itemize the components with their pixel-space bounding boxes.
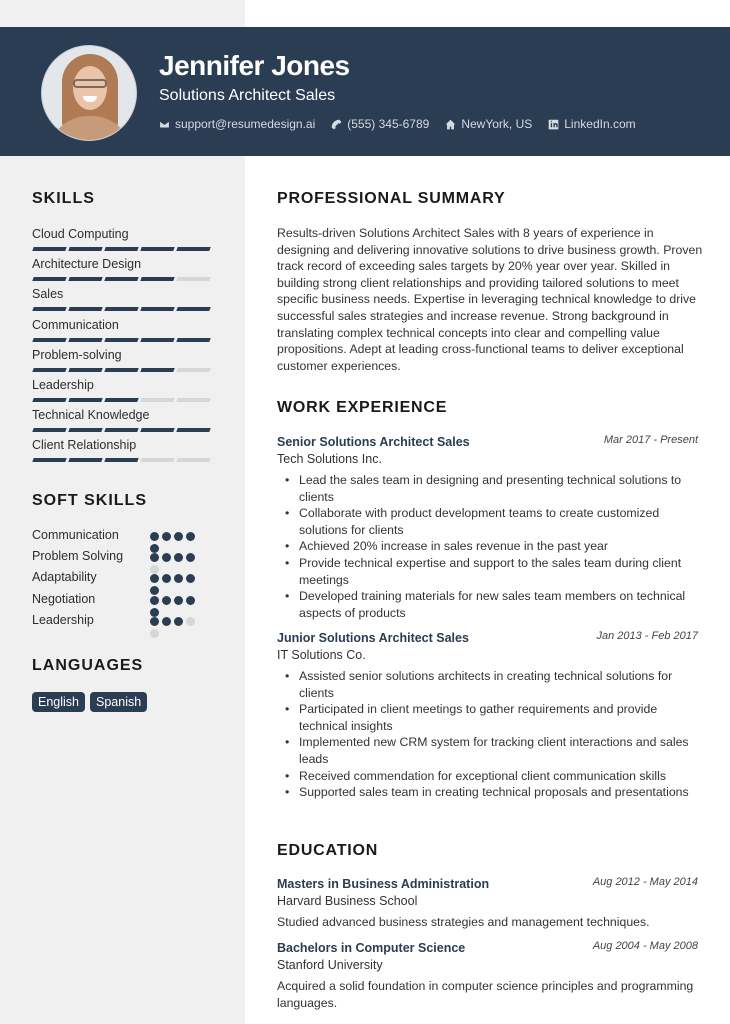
skill-label: Sales: [32, 287, 64, 302]
skill-bar-segment: [68, 307, 102, 311]
school-name: Stanford University: [277, 958, 383, 972]
degree-title: Bachelors in Computer Science: [277, 941, 466, 955]
soft-skill-item: [32, 528, 207, 549]
skill-bar-segment: [68, 398, 102, 402]
soft-skill-item: [32, 570, 207, 591]
rating-dot: [162, 617, 171, 626]
contact-location: [445, 117, 532, 131]
skill-level-bar: [33, 398, 217, 402]
skill-bar-segment: [68, 368, 102, 372]
bullet-item: • Supported sales team in creating technical proposals and presentations: [299, 784, 709, 801]
skill-bar-segment: [68, 247, 102, 251]
education-heading: EDUCATION: [277, 842, 379, 859]
soft-skill-item: [32, 592, 207, 613]
education-date: Aug 2004 - May 2008: [592, 940, 698, 952]
rating-dot: [174, 617, 183, 626]
rating-dot: [150, 596, 159, 605]
experience-heading: WORK EXPERIENCE: [277, 399, 448, 416]
skill-bar-segment: [32, 458, 66, 462]
skill-bar-segment: [104, 398, 138, 402]
rating-dot: [174, 596, 183, 605]
soft-skill-label: Leadership: [32, 612, 94, 627]
skill-level-bar: [33, 277, 217, 281]
bullet-item: • Received commendation for exceptional client communication skills: [299, 768, 709, 785]
skill-item: [32, 347, 217, 372]
bullet-item: • Provide technical expertise and support to the sales team during client meetings: [299, 555, 709, 588]
skill-label: Cloud Computing: [32, 227, 129, 241]
linkedin-icon: [548, 119, 559, 130]
contact-phone[interactable]: [331, 117, 429, 131]
bullet-item: • Assisted senior solutions architects in creating technical solutions for clients: [299, 668, 709, 701]
skill-bar-segment: [140, 338, 174, 342]
skill-item: [32, 286, 217, 311]
home-icon: [445, 119, 456, 130]
skill-bar-segment: [104, 368, 138, 372]
languages-heading: LANGUAGES: [32, 657, 144, 674]
rating-dot: [150, 532, 159, 541]
rating-dot: [162, 596, 171, 605]
job-title: Senior Solutions Architect Sales: [277, 435, 470, 449]
skill-bar-segment: [140, 368, 174, 372]
skill-bar-segment: [140, 428, 174, 432]
bullet-item: • Achieved 20% increase in sales revenue in the past year: [299, 538, 709, 555]
soft-skill-item: [32, 549, 207, 570]
skill-bar-segment: [140, 398, 174, 402]
skill-bar-segment: [68, 277, 102, 281]
skill-item: [32, 407, 217, 432]
bullet-item: • Participated in client meetings to gather requirements and provide technical insights: [299, 701, 709, 734]
rating-dot: [162, 532, 171, 541]
skill-level-bar: [33, 428, 217, 432]
rating-dot: [186, 596, 195, 605]
envelope-icon: [159, 119, 170, 130]
job-bullets: [299, 472, 709, 621]
skill-bar-segment: [32, 428, 66, 432]
skill-bar-segment: [32, 277, 66, 281]
skill-label: Client Relationship: [32, 438, 137, 453]
bullet-item: • Implemented new CRM system for tracking client interactions and sales leads: [299, 734, 709, 767]
rating-dot: [150, 574, 159, 583]
soft-skill-item: [32, 613, 207, 634]
rating-dot: [186, 617, 195, 626]
skill-bar-segment: [176, 338, 210, 342]
skill-bar-segment: [104, 307, 138, 311]
soft-skill-label: Communication: [32, 528, 119, 542]
school-name: Harvard Business School: [277, 894, 418, 908]
skill-item: [32, 226, 217, 251]
rating-dot: [186, 532, 195, 541]
skill-item: [32, 377, 217, 402]
skill-label: Communication: [32, 317, 119, 332]
candidate-title: Solutions Architect Sales: [159, 87, 336, 104]
skill-level-bar: [33, 458, 217, 462]
skill-bar-segment: [32, 338, 66, 342]
job-date: Jan 2013 - Feb 2017: [596, 630, 698, 642]
skill-level-bar: [33, 338, 217, 342]
skill-bar-segment: [68, 458, 102, 462]
job-company: Tech Solutions Inc.: [277, 452, 382, 466]
skill-item: [32, 256, 217, 281]
rating-dot: [174, 553, 183, 562]
soft-skill-label: Adaptability: [32, 570, 97, 585]
skill-bar-segment: [176, 307, 210, 311]
skill-level-bar: [33, 307, 217, 311]
soft-skill-label: Problem Solving: [32, 549, 124, 564]
skill-bar-segment: [104, 277, 138, 281]
skill-level-bar: [33, 368, 217, 372]
rating-dot: [162, 574, 171, 583]
skill-label: Leadership: [32, 378, 94, 392]
contact-linkedin[interactable]: [548, 117, 635, 131]
education-description: Studied advanced business strategies and management techniques.: [277, 915, 650, 929]
skill-bar-segment: [176, 247, 210, 251]
candidate-name: Jennifer Jones: [159, 50, 350, 81]
bullet-item: • Developed training materials for new sales team members on technical aspects of products: [299, 588, 709, 621]
job-bullets: [299, 668, 709, 801]
contact-row: [159, 117, 636, 131]
skill-bar-segment: [140, 277, 174, 281]
skills-heading: SKILLS: [32, 190, 95, 207]
bullet-item: • Collaborate with product development teams to create customized solutions for clients: [299, 505, 709, 538]
job-company: IT Solutions Co.: [277, 648, 366, 662]
skill-bar-segment: [176, 277, 210, 281]
email-text: support@resumedesign.ai: [175, 117, 316, 131]
skill-bar-segment: [140, 247, 174, 251]
rating-dot: [150, 629, 159, 638]
skill-bar-segment: [104, 338, 138, 342]
job-date: Mar 2017 - Present: [603, 434, 698, 446]
skill-bar-segment: [176, 428, 210, 432]
skill-bar-segment: [68, 338, 102, 342]
job-title: Junior Solutions Architect Sales: [277, 631, 469, 645]
skill-level-bar: [33, 247, 217, 251]
rating-dot: [150, 553, 159, 562]
rating-dot: [174, 532, 183, 541]
skill-bar-segment: [176, 458, 210, 462]
location-text: NewYork, US: [461, 117, 533, 131]
skill-label: Architecture Design: [32, 257, 142, 272]
education-date: Aug 2012 - May 2014: [592, 876, 698, 888]
rating-dot: [186, 574, 195, 583]
skill-bar-segment: [104, 247, 138, 251]
rating-dot: [186, 553, 195, 562]
skill-bar-segment: [104, 428, 138, 432]
skill-bar-segment: [140, 307, 174, 311]
phone-text: (555) 345-6789: [347, 117, 430, 131]
skill-bar-segment: [32, 368, 66, 372]
skill-bar-segment: [104, 458, 138, 462]
soft-skill-rating: [150, 617, 200, 638]
skill-bar-segment: [176, 398, 210, 402]
summary-heading: PROFESSIONAL SUMMARY: [277, 190, 506, 207]
soft-skill-label: Negotiation: [32, 591, 96, 606]
education-description: Acquired a solid foundation in computer science principles and programming languages.: [277, 979, 694, 1010]
skill-bar-segment: [32, 247, 66, 251]
skill-bar-segment: [176, 368, 210, 372]
linkedin-text: LinkedIn.com: [564, 117, 636, 131]
phone-icon: [331, 119, 342, 130]
skill-item: [32, 437, 217, 462]
skill-bar-segment: [140, 458, 174, 462]
skill-bar-segment: [32, 398, 66, 402]
language-badge: Spanish: [90, 692, 147, 712]
rating-dot: [174, 574, 183, 583]
summary-text: Results-driven Solutions Architect Sales with 8 years of experience in designing and delivering innovative solutions to drive business growth. Proven track record of exceeding sales targets by 20% year over year. Skilled in building strong client relationships and providing tailored solutions to meet specific business needs. Expertise in leveraging technical knowledge to drive successful sales strategies and increase revenue. Strong background in translating complex technical concepts into clear and compelling value propositions. Adept at leading cross-functional teams to deliver exceptional customer experiences.: [277, 226, 703, 373]
rating-dot: [162, 553, 171, 562]
languages-list: [32, 692, 147, 712]
skill-bar-segment: [68, 428, 102, 432]
avatar: [41, 45, 137, 141]
bullet-item: • Lead the sales team in designing and presenting technical solutions to clients: [299, 472, 709, 505]
contact-email[interactable]: [159, 117, 315, 131]
skill-label: Technical Knowledge: [32, 408, 150, 423]
soft-skills-heading: SOFT SKILLS: [32, 492, 147, 509]
degree-title: Masters in Business Administration: [277, 877, 490, 891]
skill-bar-segment: [32, 307, 66, 311]
skill-label: Problem-solving: [32, 347, 122, 362]
language-badge: English: [32, 692, 85, 712]
rating-dot: [150, 617, 159, 626]
skill-item: [32, 317, 217, 342]
